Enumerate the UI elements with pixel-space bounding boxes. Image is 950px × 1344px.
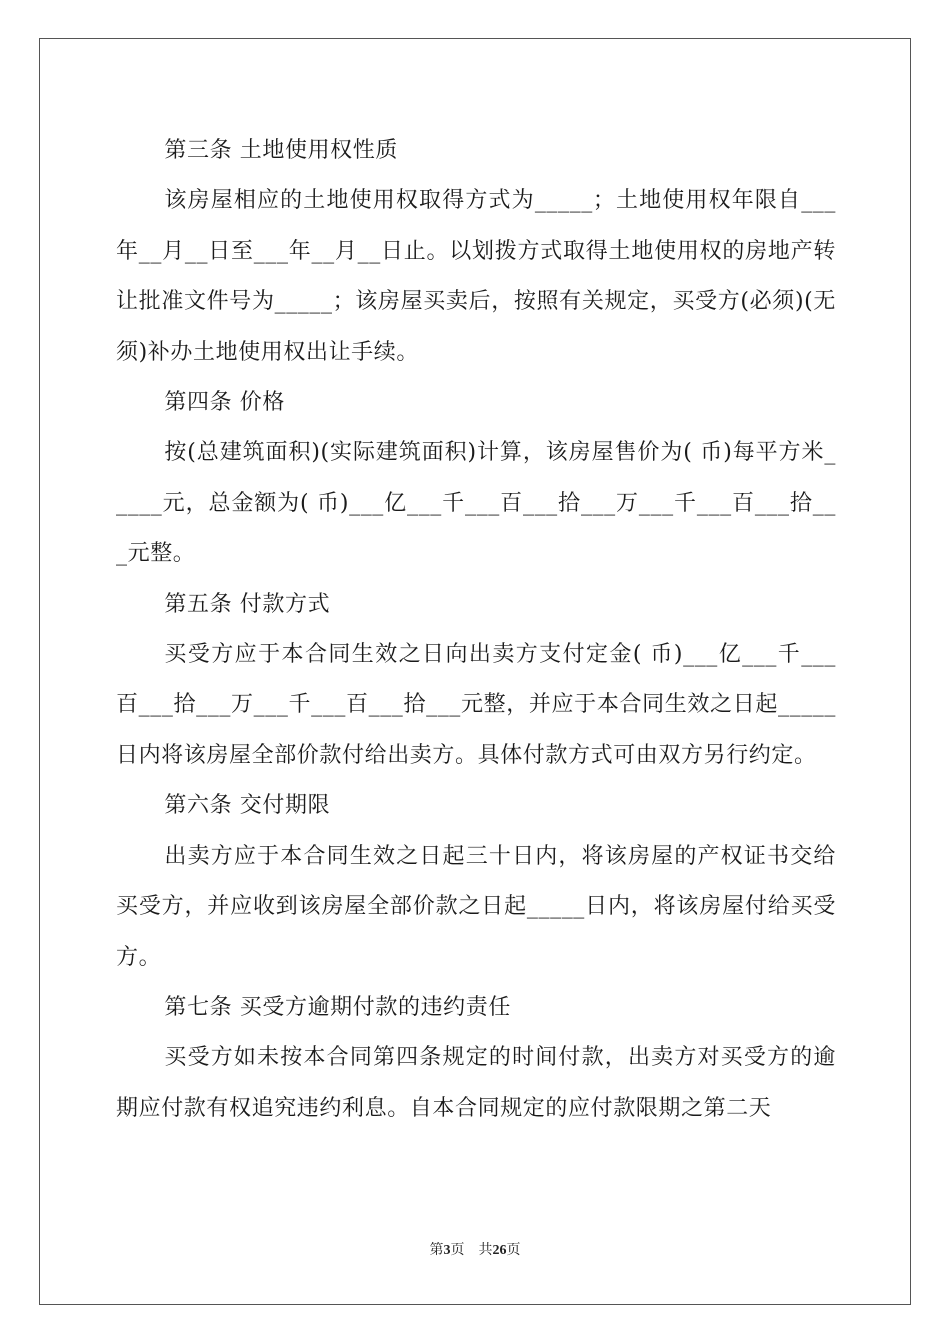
footer-total-suffix: 页: [506, 1243, 521, 1258]
page-footer: [0, 1241, 950, 1261]
footer-page-suffix: 页: [450, 1243, 465, 1258]
article-6-body: 出卖方应于本合同生效之日起三十日内，将该房屋的产权证书交给买受方，并应收到该房屋全部价款之日起_____日内，将该房屋付给买受方。: [116, 843, 836, 970]
footer-total-prefix: 共: [478, 1243, 493, 1258]
footer-page-prefix: 第: [429, 1243, 444, 1258]
article-3-heading: 第三条 土地使用权性质: [164, 138, 398, 163]
article-5-heading: 第五条 付款方式: [164, 591, 331, 617]
article-3-body: 该房屋相应的土地使用权取得方式为_____；土地使用权年限自___年__月__日至___年__月__日止。以划拨方式取得土地使用权的房地产转让批准文件号为_____；该房屋买卖后，按照有关规定，买受方(必须)(无须)补办土地使用权出让手续。: [116, 188, 836, 365]
footer-total-pages: 26: [492, 1243, 507, 1258]
footer-page-number: 3: [443, 1243, 451, 1258]
document-body: [116, 126, 836, 1134]
article-7-heading: 第七条 买受方逾期付款的违约责任: [164, 994, 511, 1020]
article-6-heading: 第六条 交付期限: [164, 793, 331, 819]
article-4-body: 按(总建筑面积)(实际建筑面积)计算，该房屋售价为( 币)每平方米_____元，总金额为( 币)___亿___千___百___拾___万___千___百___拾___元整。: [116, 440, 836, 567]
article-4-heading: 第四条 价格: [164, 390, 285, 416]
article-7-body: 买受方如未按本合同第四条规定的时间付款，出卖方对买受方的逾期应付款有权追究违约利息。自本合同规定的应付款限期之第二天: [116, 1045, 836, 1121]
article-5-body: 买受方应于本合同生效之日向出卖方支付定金( 币)___亿___千___百___拾___万___千___百___拾___元整，并应于本合同生效之日起_____日内将该房屋全部价款付给出卖方。具体付款方式可由双方另行约定。: [116, 642, 836, 768]
